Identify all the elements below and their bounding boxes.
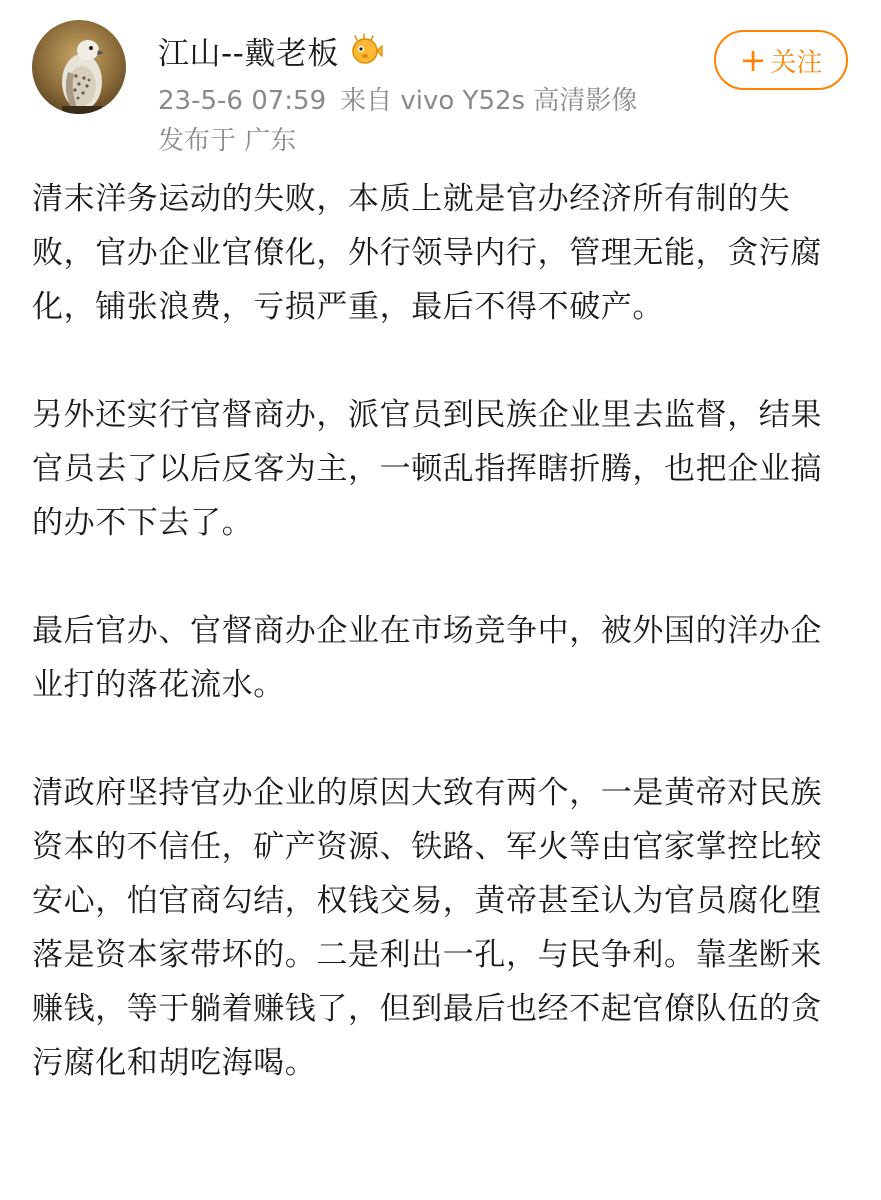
post-paragraph: 另外还实行官督商办，派官员到民族企业里去监督，结果官员去了以后反客为主，一顿乱指挥瞎折腾，也把企业搞的办不下去了。 bbox=[32, 397, 822, 541]
falcon-avatar-icon bbox=[32, 20, 126, 114]
pufferfish-badge-icon bbox=[349, 33, 383, 67]
follow-button[interactable] bbox=[714, 30, 848, 90]
post-paragraph: 清末洋务运动的失败，本质上就是官办经济所有制的失败，官办企业官僚化，外行领导内行，管理无能，贪污腐化，铺张浪费，亏损严重，最后不得不破产。 bbox=[32, 181, 822, 325]
post-date: 23-5-6 07:59 bbox=[158, 86, 327, 116]
post-paragraph: 清政府坚持官办企业的原因大致有两个，一是黄帝对民族资本的不信任，矿产资源、铁路、军火等由官家掌控比较安心，怕官商勾结，权钱交易，黄帝甚至认为官员腐化堕落是资本家带坏的。二是利出一孔，与民争利。靠垄断来赚钱，等于躺着赚钱了，但到最后也经不起官僚队伍的贪污腐化和胡吃海喝。 bbox=[32, 775, 822, 1081]
post-header bbox=[0, 0, 881, 160]
author-name[interactable]: 江山--戴老板 bbox=[158, 35, 339, 72]
avatar[interactable] bbox=[32, 20, 126, 114]
plus-icon: + bbox=[739, 41, 767, 79]
post-paragraph: 最后官办、官督商办企业在市场竞争中，被外国的洋办企业打的落花流水。 bbox=[32, 613, 822, 703]
post-location: 发布于 广东 bbox=[158, 126, 297, 156]
author-row bbox=[158, 28, 383, 72]
post-content bbox=[32, 172, 852, 1090]
post-meta bbox=[158, 80, 637, 117]
post-source: 来自 vivo Y52s 高清影像 bbox=[340, 86, 638, 116]
follow-label: 关注 bbox=[770, 47, 823, 78]
